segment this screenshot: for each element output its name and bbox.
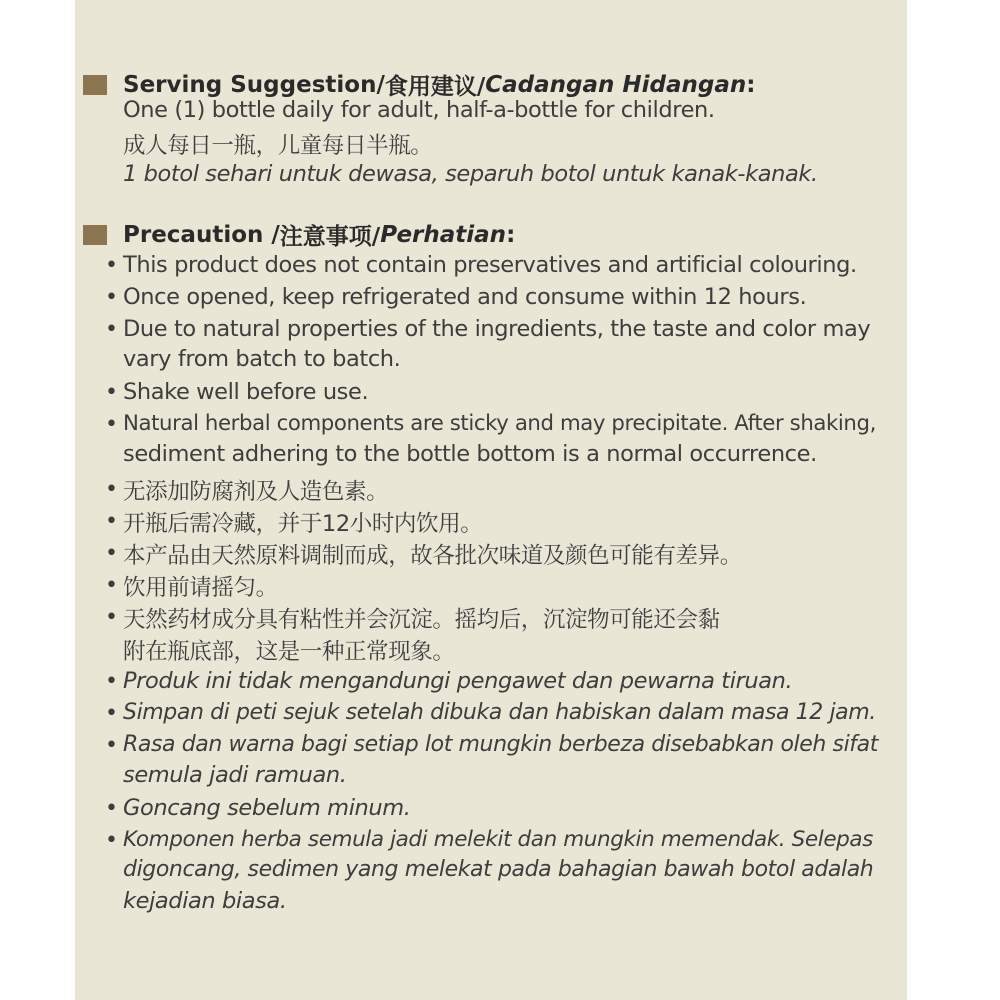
precaution-heading-zh: 注意事项/: [279, 224, 381, 250]
precaution-line: Natural herbal components are sticky and may precipitate. After shaking,: [123, 411, 876, 436]
precaution-line: Goncang sebelum minum.: [123, 795, 411, 821]
bullet-icon: •: [105, 477, 118, 502]
bullet-icon: •: [105, 380, 118, 405]
serving-text-zh: 成人每日一瓶，儿童每日半瓶。: [123, 133, 433, 159]
precaution-line: sediment adhering to the bottle bottom is a normal occurrence.: [123, 441, 817, 467]
precaution-line: 无添加防腐剂及人造色素。: [123, 479, 389, 505]
bullet-icon: •: [105, 317, 118, 342]
bullet-icon: •: [105, 701, 118, 726]
serving-heading-zh: 食用建议/: [384, 74, 486, 100]
precaution-line: 饮用前请摇匀。: [123, 575, 278, 601]
precaution-line: Rasa dan warna bagi setiap lot mungkin berbeza disebabkan oleh sifat: [123, 732, 878, 757]
precaution-line: 开瓶后需冷藏，并于12小时内饮用。: [123, 511, 483, 537]
serving-text-en: One (1) bottle daily for adult, half-a-bottle for children.: [123, 97, 715, 123]
precaution-heading-ms: Perhatian: [380, 221, 507, 248]
precaution-line: Simpan di peti sejuk setelah dibuka dan habiskan dalam masa 12 jam.: [123, 700, 876, 725]
precaution-line: Shake well before use.: [123, 379, 369, 405]
precaution-line: This product does not contain preservatives and artificial colouring.: [123, 252, 857, 278]
bullet-icon: •: [105, 796, 118, 821]
precaution-line: Once opened, keep refrigerated and consume within 12 hours.: [123, 284, 807, 310]
precaution-heading: [83, 218, 515, 251]
precaution-line: vary from batch to batch.: [123, 346, 401, 372]
precaution-line: Komponen herba semula jadi melekit dan mungkin memendak. Selepas: [123, 827, 873, 852]
precaution-line: 天然药材成分具有粘性并会沉淀。摇均后，沉淀物可能还会黏: [123, 607, 720, 633]
bullet-icon: •: [105, 669, 118, 694]
bullet-icon: •: [105, 733, 118, 758]
serving-heading-ms: Cadangan Hidangan: [485, 71, 747, 98]
precaution-line: digoncang, sedimen yang melekat pada bahagian bawah botol adalah: [123, 857, 874, 882]
precaution-line: Due to natural properties of the ingredients, the taste and color may: [123, 316, 871, 342]
section-marker-icon: [83, 225, 107, 245]
serving-text-ms: 1 botol sehari untuk dewasa, separuh botol untuk kanak-kanak.: [123, 161, 818, 187]
section-marker-icon: [83, 75, 107, 95]
precaution-line: 本产品由天然原料调制而成，故各批次味道及颜色可能有差异。: [123, 543, 742, 569]
serving-heading-en: Serving Suggestion/: [123, 71, 385, 98]
bullet-icon: •: [105, 605, 118, 630]
precaution-line: kejadian biasa.: [123, 888, 287, 914]
precaution-heading-en: Precaution /: [123, 221, 280, 248]
bullet-icon: •: [105, 509, 118, 534]
bullet-icon: •: [105, 541, 118, 566]
precaution-line: Produk ini tidak mengandungi pengawet dan pewarna tiruan.: [123, 668, 793, 694]
bullet-icon: •: [105, 285, 118, 310]
bullet-icon: •: [105, 828, 118, 853]
serving-heading-colon: :: [746, 71, 756, 98]
precaution-line: semula jadi ramuan.: [123, 762, 347, 788]
bullet-icon: •: [105, 253, 118, 278]
bullet-icon: •: [105, 412, 118, 437]
precaution-line: 附在瓶底部，这是一种正常现象。: [123, 639, 455, 665]
precaution-heading-colon: :: [506, 221, 516, 248]
bullet-icon: •: [105, 573, 118, 598]
